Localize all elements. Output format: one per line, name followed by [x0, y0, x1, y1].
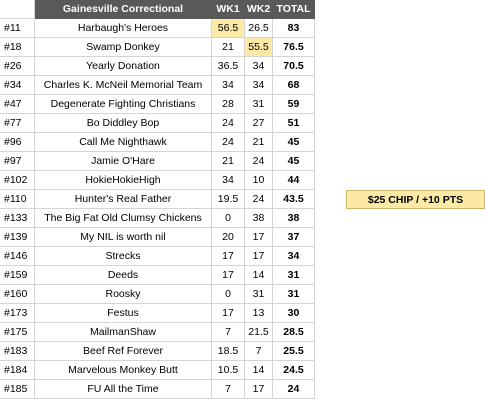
team-cell[interactable]: HokieHokieHigh: [35, 171, 212, 190]
note-cell[interactable]: [346, 247, 485, 266]
note-cell[interactable]: [346, 304, 485, 323]
team-cell[interactable]: My NIL is worth nil: [35, 228, 212, 247]
total-cell[interactable]: 45: [273, 152, 315, 171]
table-row: [0, 285, 485, 304]
empty-cell[interactable]: [315, 76, 346, 95]
empty-cell[interactable]: [315, 95, 346, 114]
wk1-cell[interactable]: 21: [212, 38, 245, 57]
team-cell[interactable]: Yearly Donation: [35, 57, 212, 76]
note-cell[interactable]: [346, 380, 485, 399]
wk1-cell[interactable]: 20: [212, 228, 245, 247]
note-cell[interactable]: [346, 95, 485, 114]
wk1-cell[interactable]: 18.5: [212, 342, 245, 361]
note-cell[interactable]: [346, 209, 485, 228]
wk2-cell[interactable]: 34: [245, 57, 273, 76]
rank-cell[interactable]: #175: [0, 323, 35, 342]
rank-cell[interactable]: #97: [0, 152, 35, 171]
wk2-cell[interactable]: 24: [245, 190, 273, 209]
wk2-cell[interactable]: 13: [245, 304, 273, 323]
wk1-cell-highlighted[interactable]: 56.5: [212, 19, 245, 38]
team-cell[interactable]: FU All the Time: [35, 380, 212, 399]
total-cell[interactable]: 68: [273, 76, 315, 95]
rank-cell[interactable]: #185: [0, 380, 35, 399]
table-row: [0, 38, 485, 57]
team-cell[interactable]: MailmanShaw: [35, 323, 212, 342]
chip-note-cell[interactable]: $25 CHIP / +10 PTS: [346, 190, 485, 209]
wk2-cell[interactable]: 34: [245, 76, 273, 95]
wk2-cell[interactable]: 17: [245, 247, 273, 266]
empty-cell[interactable]: [315, 285, 346, 304]
table-row: [0, 19, 485, 38]
wk1-cell[interactable]: 28: [212, 95, 245, 114]
empty-cell[interactable]: [315, 19, 346, 38]
team-cell[interactable]: Hunter's Real Father: [35, 190, 212, 209]
wk1-cell[interactable]: 19.5: [212, 190, 245, 209]
total-cell[interactable]: 43.5: [273, 190, 315, 209]
total-cell[interactable]: 24: [273, 380, 315, 399]
wk1-cell[interactable]: 7: [212, 380, 245, 399]
total-cell[interactable]: 70.5: [273, 57, 315, 76]
total-cell[interactable]: 37: [273, 228, 315, 247]
wk1-cell[interactable]: 21: [212, 152, 245, 171]
team-cell[interactable]: Jamie O'Hare: [35, 152, 212, 171]
wk2-cell[interactable]: 31: [245, 95, 273, 114]
note-cell[interactable]: [346, 361, 485, 380]
wk2-cell[interactable]: 31: [245, 285, 273, 304]
rank-cell[interactable]: #184: [0, 361, 35, 380]
note-cell[interactable]: [346, 76, 485, 95]
total-cell[interactable]: 83: [273, 19, 315, 38]
wk2-cell[interactable]: 14: [245, 361, 273, 380]
total-cell[interactable]: 34: [273, 247, 315, 266]
header-rank-cell[interactable]: [0, 0, 35, 19]
wk1-cell[interactable]: 34: [212, 76, 245, 95]
rank-cell[interactable]: #183: [0, 342, 35, 361]
wk2-cell[interactable]: 38: [245, 209, 273, 228]
team-cell[interactable]: Swamp Donkey: [35, 38, 212, 57]
team-cell[interactable]: Degenerate Fighting Christians: [35, 95, 212, 114]
wk2-cell[interactable]: 17: [245, 228, 273, 247]
empty-cell[interactable]: [315, 266, 346, 285]
table-row: [0, 247, 485, 266]
table-row: [0, 266, 485, 285]
rank-cell[interactable]: #173: [0, 304, 35, 323]
header-wk1-cell[interactable]: WK1: [212, 0, 245, 19]
table-row: [0, 57, 485, 76]
total-cell[interactable]: 31: [273, 266, 315, 285]
total-cell[interactable]: 44: [273, 171, 315, 190]
total-cell[interactable]: 25.5: [273, 342, 315, 361]
team-cell[interactable]: Festus: [35, 304, 212, 323]
team-cell[interactable]: Strecks: [35, 247, 212, 266]
table-row: [0, 95, 485, 114]
wk1-cell[interactable]: 17: [212, 304, 245, 323]
table-row: [0, 323, 485, 342]
table-row: [0, 114, 485, 133]
wk2-cell[interactable]: 26.5: [245, 19, 273, 38]
table-row: [0, 304, 485, 323]
team-cell[interactable]: Roosky: [35, 285, 212, 304]
wk2-cell[interactable]: 27: [245, 114, 273, 133]
wk1-cell[interactable]: 34: [212, 171, 245, 190]
wk2-cell[interactable]: 7: [245, 342, 273, 361]
table-row: [0, 361, 485, 380]
rank-cell[interactable]: #146: [0, 247, 35, 266]
table-row: [0, 190, 485, 209]
total-cell[interactable]: 30: [273, 304, 315, 323]
note-cell[interactable]: [346, 266, 485, 285]
wk2-cell[interactable]: 21.5: [245, 323, 273, 342]
table-row: [0, 76, 485, 95]
note-cell[interactable]: [346, 19, 485, 38]
rank-cell[interactable]: #133: [0, 209, 35, 228]
table-row: [0, 342, 485, 361]
wk1-cell[interactable]: 24: [212, 114, 245, 133]
empty-cell[interactable]: [315, 190, 346, 209]
note-cell[interactable]: [346, 38, 485, 57]
empty-cell[interactable]: [315, 114, 346, 133]
note-cell[interactable]: [346, 228, 485, 247]
team-cell[interactable]: Deeds: [35, 266, 212, 285]
empty-cell[interactable]: [315, 38, 346, 57]
empty-cell[interactable]: [315, 171, 346, 190]
empty-cell[interactable]: [315, 380, 346, 399]
note-cell[interactable]: [346, 342, 485, 361]
wk1-cell[interactable]: 36.5: [212, 57, 245, 76]
empty-cell[interactable]: [315, 323, 346, 342]
wk2-cell[interactable]: 24: [245, 152, 273, 171]
team-cell[interactable]: Marvelous Monkey Butt: [35, 361, 212, 380]
table-row: [0, 171, 485, 190]
note-cell[interactable]: [346, 133, 485, 152]
wk1-cell[interactable]: 0: [212, 285, 245, 304]
wk2-cell[interactable]: 10: [245, 171, 273, 190]
rank-cell[interactable]: #47: [0, 95, 35, 114]
wk2-cell[interactable]: 21: [245, 133, 273, 152]
rank-cell[interactable]: #96: [0, 133, 35, 152]
note-cell[interactable]: [346, 171, 485, 190]
wk2-cell-highlighted[interactable]: 55.5: [245, 38, 273, 57]
rank-cell[interactable]: #102: [0, 171, 35, 190]
header-total-cell[interactable]: TOTAL: [273, 0, 315, 19]
total-cell[interactable]: 59: [273, 95, 315, 114]
team-cell[interactable]: Call Me Nighthawk: [35, 133, 212, 152]
total-cell[interactable]: 38: [273, 209, 315, 228]
rank-cell[interactable]: #160: [0, 285, 35, 304]
rank-cell[interactable]: #18: [0, 38, 35, 57]
empty-cell[interactable]: [315, 342, 346, 361]
empty-cell[interactable]: [315, 57, 346, 76]
table-row: [0, 152, 485, 171]
rank-cell[interactable]: #34: [0, 76, 35, 95]
wk1-cell[interactable]: 17: [212, 266, 245, 285]
header-wk2-cell[interactable]: WK2: [245, 0, 273, 19]
note-cell[interactable]: [346, 285, 485, 304]
empty-cell[interactable]: [315, 228, 346, 247]
table-row: [0, 380, 485, 399]
empty-cell[interactable]: [315, 209, 346, 228]
wk1-cell[interactable]: 7: [212, 323, 245, 342]
empty-cell[interactable]: [315, 152, 346, 171]
total-cell[interactable]: 31: [273, 285, 315, 304]
header-team-cell[interactable]: Gainesville Correctional: [35, 0, 212, 19]
note-cell[interactable]: [346, 57, 485, 76]
team-cell[interactable]: The Big Fat Old Clumsy Chickens: [35, 209, 212, 228]
total-cell[interactable]: 51: [273, 114, 315, 133]
empty-cell[interactable]: [315, 247, 346, 266]
note-cell[interactable]: [346, 323, 485, 342]
wk1-cell[interactable]: 17: [212, 247, 245, 266]
table-row: [0, 228, 485, 247]
rank-cell[interactable]: #11: [0, 19, 35, 38]
table-row: [0, 133, 485, 152]
wk2-cell[interactable]: 17: [245, 380, 273, 399]
empty-cell[interactable]: [346, 0, 485, 19]
team-cell[interactable]: Bo Diddley Bop: [35, 114, 212, 133]
wk2-cell[interactable]: 14: [245, 266, 273, 285]
wk1-cell[interactable]: 24: [212, 133, 245, 152]
header-row: [0, 0, 485, 19]
empty-cell[interactable]: [315, 304, 346, 323]
note-cell[interactable]: [346, 152, 485, 171]
empty-cell[interactable]: [315, 0, 346, 19]
total-cell[interactable]: 24.5: [273, 361, 315, 380]
total-cell[interactable]: 76.5: [273, 38, 315, 57]
wk1-cell[interactable]: 10.5: [212, 361, 245, 380]
wk1-cell[interactable]: 0: [212, 209, 245, 228]
total-cell[interactable]: 28.5: [273, 323, 315, 342]
team-cell[interactable]: Beef Ref Forever: [35, 342, 212, 361]
rank-cell[interactable]: #110: [0, 190, 35, 209]
empty-cell[interactable]: [315, 133, 346, 152]
team-cell[interactable]: Harbaugh's Heroes: [35, 19, 212, 38]
rank-cell[interactable]: #139: [0, 228, 35, 247]
rank-cell[interactable]: #77: [0, 114, 35, 133]
total-cell[interactable]: 45: [273, 133, 315, 152]
rank-cell[interactable]: #26: [0, 57, 35, 76]
empty-cell[interactable]: [315, 361, 346, 380]
note-cell[interactable]: [346, 114, 485, 133]
rank-cell[interactable]: #159: [0, 266, 35, 285]
team-cell[interactable]: Charles K. McNeil Memorial Team: [35, 76, 212, 95]
table-row: [0, 209, 485, 228]
